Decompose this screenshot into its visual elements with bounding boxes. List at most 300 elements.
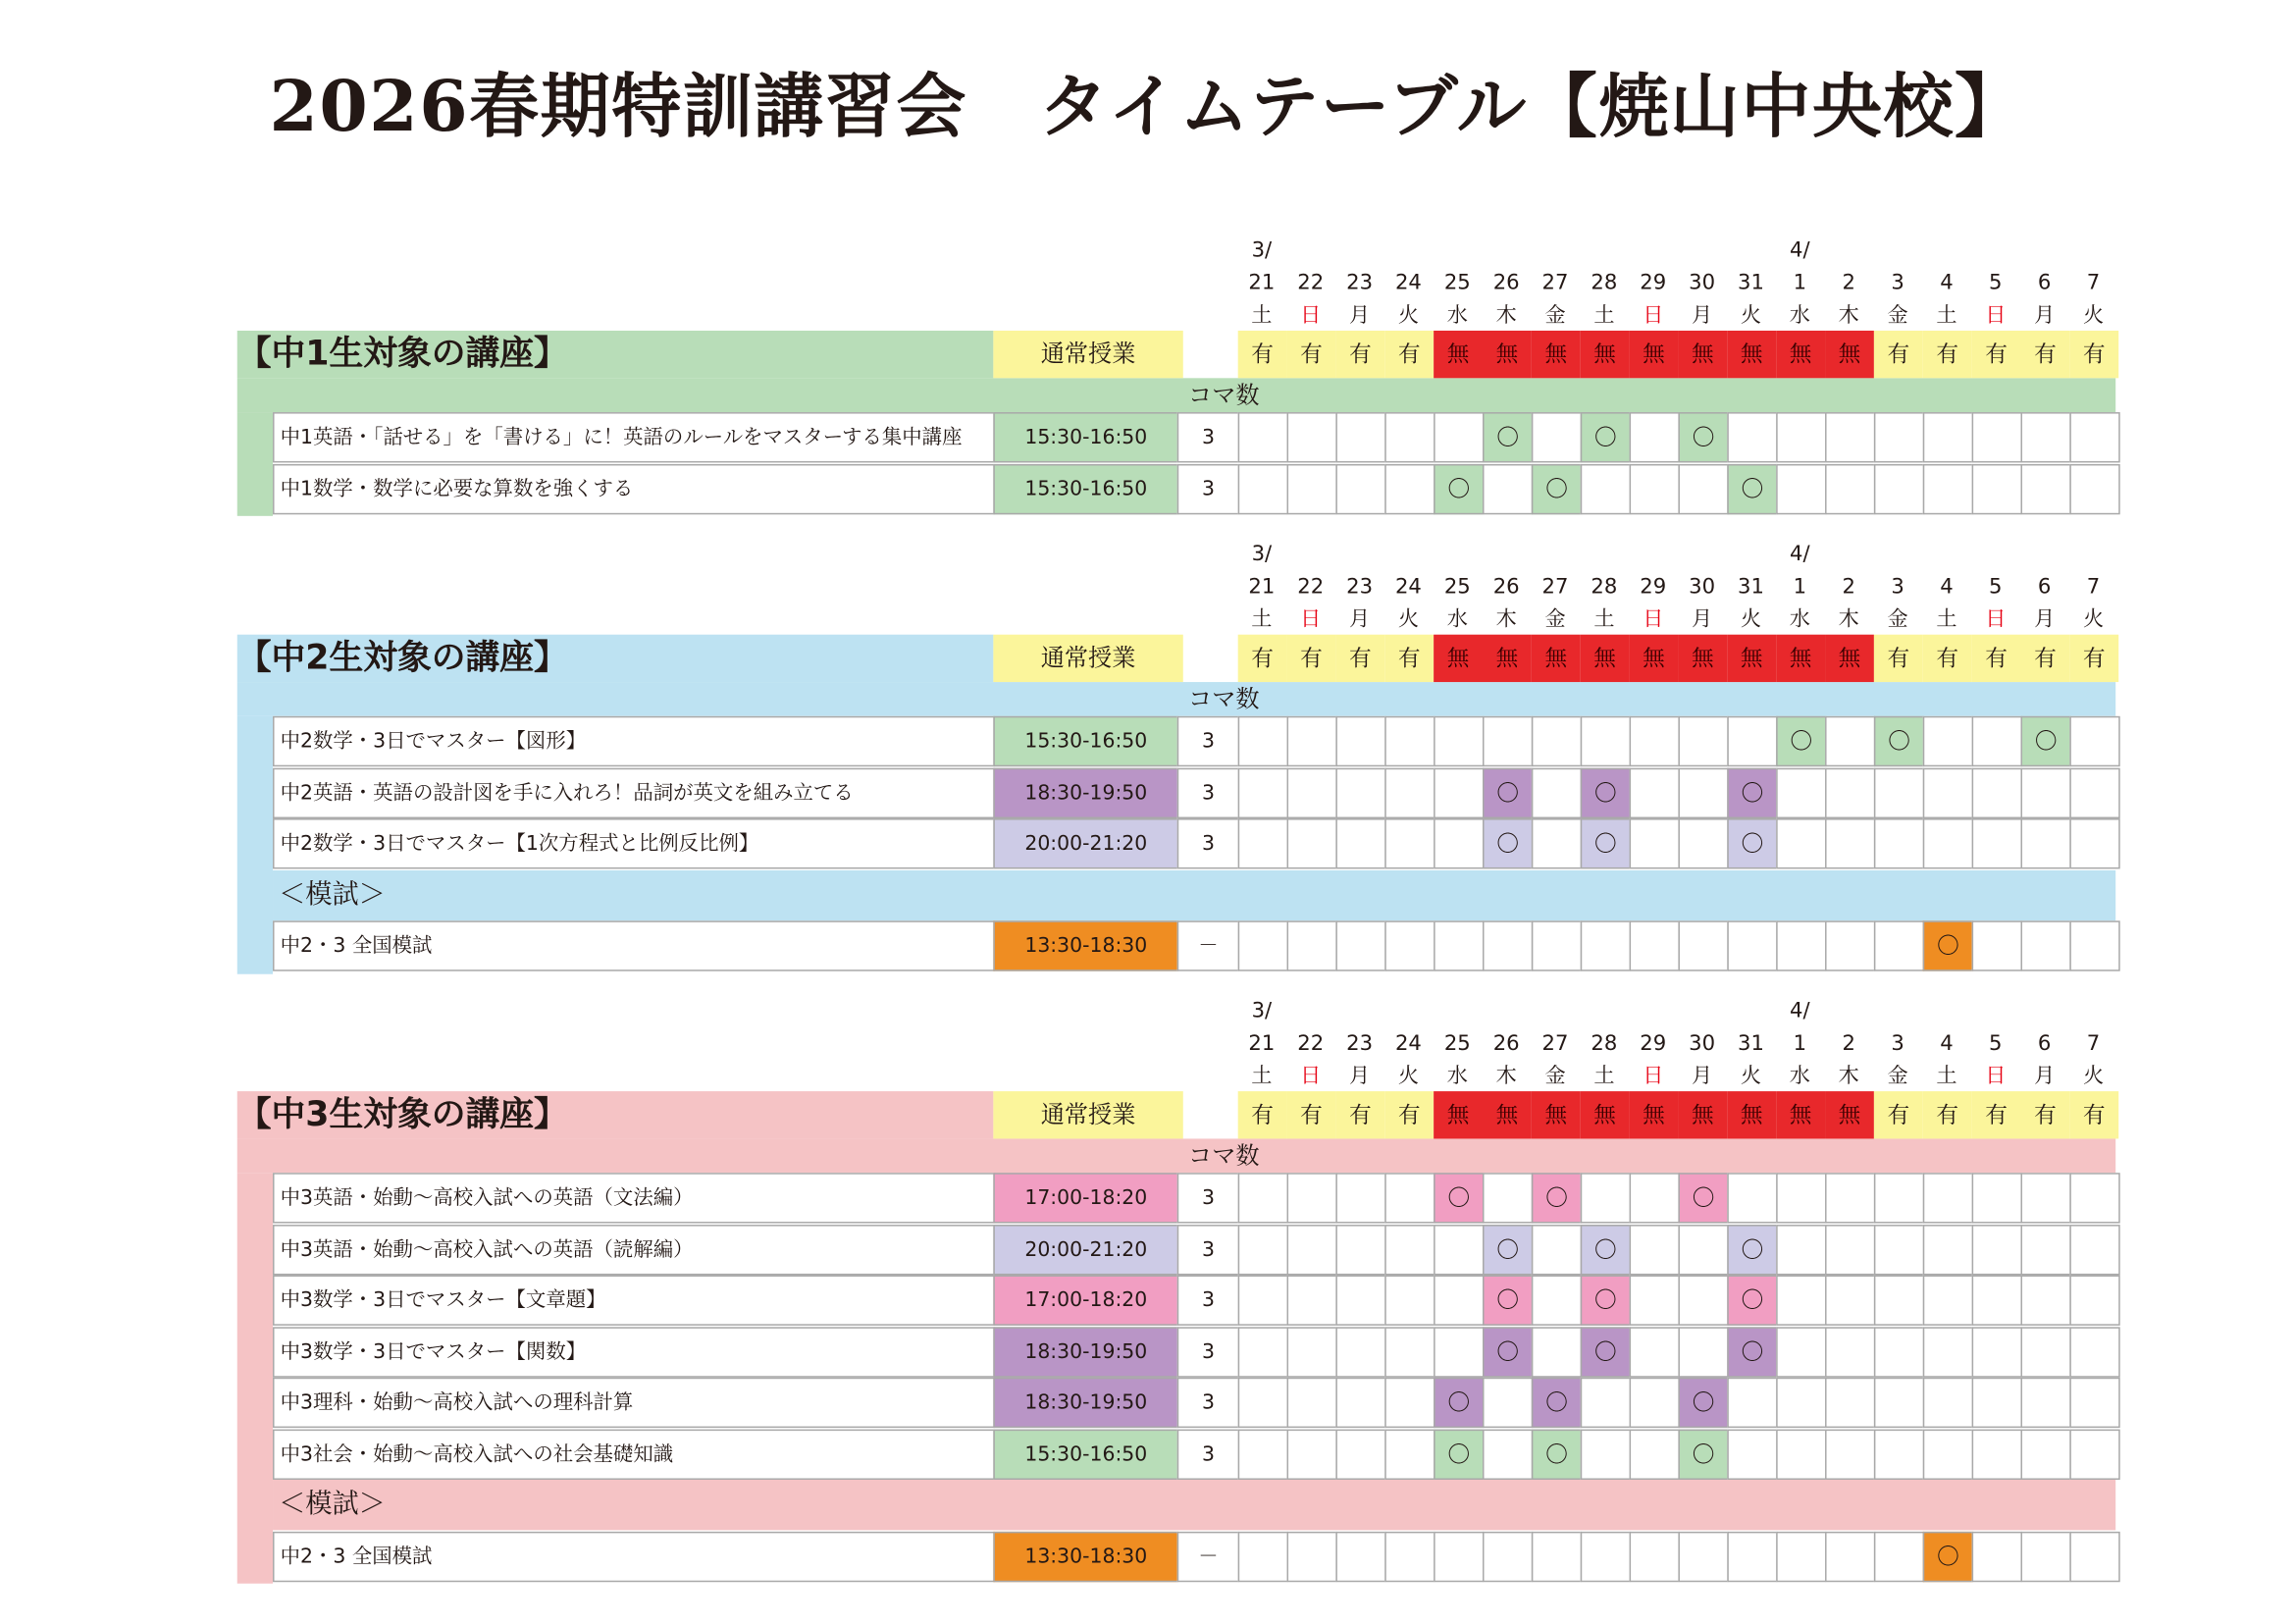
day-cell [1874, 1429, 1924, 1479]
course-row [273, 1378, 2115, 1428]
regular-class-cell: 無 [1581, 331, 1630, 378]
day-cell [1287, 1224, 1337, 1274]
day-cell [1335, 463, 1385, 513]
weekday-label: 日 [1985, 303, 2007, 328]
day-cell [1532, 920, 1582, 970]
date-number: 24 [1394, 271, 1422, 295]
session-mark: 〇 [1483, 412, 1533, 462]
day-cell [1384, 412, 1434, 462]
date-number: 25 [1443, 575, 1471, 600]
session-mark: 〇 [1776, 716, 1826, 766]
day-cell [1972, 716, 2022, 766]
day-cell [1434, 1327, 1484, 1377]
course-time: 15:30-16:50 [993, 463, 1178, 513]
day-cell [1287, 412, 1337, 462]
day-cell [1776, 920, 1826, 970]
course-name: 中1英語・「話せる」を「書ける」に！英語のルールをマスターする集中講座 [273, 412, 995, 462]
regular-class-label: 通常授業 [993, 331, 1182, 378]
weekday-label: 金 [1544, 607, 1566, 632]
course-count: 3 [1177, 1327, 1239, 1377]
day-cell [1483, 1378, 1533, 1428]
date-number: 24 [1394, 1031, 1422, 1056]
day-cell [1630, 463, 1680, 513]
day-cell [1581, 463, 1631, 513]
regular-class-cell: 無 [1678, 635, 1727, 682]
course-name: 中3社会・始動～高校入試への社会基礎知識 [273, 1429, 995, 1479]
date-number: 29 [1640, 575, 1667, 600]
date-number: 21 [1248, 575, 1276, 600]
day-cell [1630, 818, 1680, 868]
weekday-label: 金 [1887, 303, 1908, 328]
day-cell [1630, 716, 1680, 766]
day-cell [1825, 463, 1875, 513]
koma-band [237, 378, 2115, 412]
date-number: 23 [1346, 1031, 1374, 1056]
day-cell [1581, 1531, 1631, 1581]
regular-class-cell: 有 [2069, 331, 2118, 378]
date-number: 7 [2086, 271, 2101, 295]
page-title: 2026春期特訓講習会 タイムテーブル【焼山中央校】 [269, 66, 2026, 149]
course-name: 中3英語・始動～高校入試への英語（読解編） [273, 1224, 995, 1274]
course-count: 3 [1177, 716, 1239, 766]
day-cell [1678, 1531, 1728, 1581]
course-name: 中2・3 全国模試 [273, 1531, 995, 1581]
course-count: 3 [1177, 1378, 1239, 1428]
day-cell [2069, 920, 2119, 970]
course-count: 3 [1177, 1275, 1239, 1325]
day-cell [1238, 920, 1288, 970]
day-cell [1581, 920, 1631, 970]
day-cell [2069, 463, 2119, 513]
day-cell [1874, 1173, 1924, 1223]
session-mark: 〇 [1434, 1378, 1484, 1428]
day-cell [1335, 920, 1385, 970]
regular-class-cell: 無 [1678, 331, 1727, 378]
section-left-stripe [237, 412, 273, 516]
day-cell [1581, 1429, 1631, 1479]
day-cell [1483, 463, 1533, 513]
mock-exam-heading: ＜模試＞ [279, 1489, 386, 1520]
regular-class-cell: 無 [1727, 331, 1776, 378]
day-cell [1434, 1275, 1484, 1325]
day-cell [1434, 920, 1484, 970]
day-cell [1384, 1173, 1434, 1223]
koma-band [237, 1138, 2115, 1173]
session-mark: 〇 [1532, 463, 1582, 513]
regular-class-cell: 無 [1483, 635, 1532, 682]
session-mark: 〇 [1581, 767, 1631, 817]
session-mark: 〇 [1874, 716, 1924, 766]
course-name: 中3数学・3日でマスター【関数】 [273, 1327, 995, 1377]
day-cell [1287, 716, 1337, 766]
day-cell [1238, 1327, 1288, 1377]
regular-class-cell: 無 [1434, 1091, 1483, 1138]
day-cell [1923, 1378, 1973, 1428]
weekday-label: 土 [1251, 607, 1273, 632]
regular-class-cell: 有 [2069, 1091, 2118, 1138]
regular-class-cell: 有 [1972, 331, 2021, 378]
regular-class-cell: 無 [1776, 331, 1825, 378]
day-cell [1335, 1327, 1385, 1377]
day-cell [2069, 818, 2119, 868]
day-cell [2020, 920, 2070, 970]
weekday-label: 日 [1643, 1064, 1664, 1089]
day-cell [1874, 412, 1924, 462]
regular-class-cell: 有 [1874, 1091, 1923, 1138]
course-count: 3 [1177, 818, 1239, 868]
day-cell [2020, 1531, 2070, 1581]
course-row [273, 1224, 2115, 1274]
day-cell [2020, 1378, 2070, 1428]
course-time: 13:30-18:30 [993, 1531, 1178, 1581]
day-cell [1335, 1275, 1385, 1325]
day-cell [1825, 1531, 1875, 1581]
date-number: 5 [1989, 271, 2003, 295]
regular-class-cell: 有 [1238, 331, 1287, 378]
day-cell [1335, 1429, 1385, 1479]
day-cell [1874, 1275, 1924, 1325]
day-cell [1335, 1173, 1385, 1223]
course-count: 3 [1177, 412, 1239, 462]
session-mark: 〇 [1532, 1429, 1582, 1479]
date-number: 31 [1738, 1031, 1764, 1056]
regular-class-cell: 有 [1238, 635, 1287, 682]
day-cell [1434, 1224, 1484, 1274]
weekday-label: 月 [1349, 1064, 1371, 1089]
regular-class-cell: 有 [1874, 331, 1923, 378]
mock-exam-band [273, 1480, 2115, 1530]
course-row [273, 1429, 2115, 1479]
day-cell [1335, 818, 1385, 868]
day-cell [1972, 1531, 2022, 1581]
day-cell [2020, 767, 2070, 817]
day-cell [2069, 767, 2119, 817]
regular-class-cell: 有 [1335, 331, 1384, 378]
day-cell [1727, 1378, 1777, 1428]
date-number: 22 [1297, 271, 1325, 295]
day-cell [1532, 767, 1582, 817]
date-header [0, 230, 2295, 331]
weekday-label: 日 [1300, 1064, 1322, 1089]
regular-class-cell: 有 [1287, 1091, 1336, 1138]
session-mark: 〇 [1581, 1275, 1631, 1325]
day-cell [2020, 1173, 2070, 1223]
day-cell [2020, 412, 2070, 462]
day-cell [1532, 1531, 1582, 1581]
course-count: 3 [1177, 463, 1239, 513]
date-number: 31 [1738, 575, 1764, 600]
day-cell [1825, 1173, 1875, 1223]
course-count: － [1177, 1531, 1239, 1581]
section-title: 【中2生対象の講座】 [236, 639, 568, 678]
weekday-label: 日 [1300, 303, 1322, 328]
day-cell [1923, 716, 1973, 766]
course-name: 中2数学・3日でマスター【図形】 [273, 716, 995, 766]
day-cell [1776, 1173, 1826, 1223]
day-cell [1238, 818, 1288, 868]
day-cell [1287, 1173, 1337, 1223]
date-number: 1 [1793, 575, 1807, 600]
day-cell [1678, 1275, 1728, 1325]
day-cell [1483, 716, 1533, 766]
day-cell [1630, 1327, 1680, 1377]
session-mark: 〇 [1581, 1327, 1631, 1377]
day-cell [1678, 716, 1728, 766]
day-cell [1287, 1327, 1337, 1377]
weekday-label: 日 [1300, 607, 1322, 632]
day-cell [1923, 818, 1973, 868]
date-number: 1 [1793, 271, 1807, 295]
mock-exam-band [273, 869, 2115, 919]
day-cell [1776, 1378, 1826, 1428]
course-time: 15:30-16:50 [993, 716, 1178, 766]
day-cell [1972, 1327, 2022, 1377]
course-time: 18:30-19:50 [993, 1327, 1178, 1377]
day-cell [1483, 1173, 1533, 1223]
day-cell [1874, 1327, 1924, 1377]
regular-class-cell: 有 [1335, 635, 1384, 682]
day-cell [1972, 1173, 2022, 1223]
day-cell [2069, 716, 2119, 766]
regular-class-cell: 有 [1923, 1091, 1972, 1138]
day-cell [1630, 1275, 1680, 1325]
date-number: 30 [1689, 271, 1716, 295]
date-number: 6 [2037, 271, 2052, 295]
session-mark: 〇 [1483, 767, 1533, 817]
day-cell [2020, 1275, 2070, 1325]
regular-class-label: 通常授業 [993, 1091, 1182, 1138]
date-number: 26 [1492, 1031, 1520, 1056]
day-cell [1825, 1224, 1875, 1274]
month-label-march: 3/ [1251, 999, 1273, 1023]
day-cell [1776, 1429, 1826, 1479]
date-number: 7 [2086, 575, 2101, 600]
weekday-label: 木 [1495, 303, 1517, 328]
day-cell [2020, 1224, 2070, 1274]
weekday-label: 火 [1740, 1064, 1762, 1089]
weekday-label: 土 [1251, 303, 1273, 328]
weekday-label: 水 [1789, 607, 1810, 632]
day-cell [2020, 463, 2070, 513]
day-cell [1825, 767, 1875, 817]
date-header [0, 534, 2295, 635]
weekday-label: 月 [2034, 303, 2056, 328]
day-cell [1776, 1327, 1826, 1377]
date-number: 4 [1940, 1031, 1954, 1056]
weekday-label: 土 [1936, 1064, 1957, 1089]
day-cell [1825, 1275, 1875, 1325]
day-cell [1287, 1275, 1337, 1325]
day-cell [1581, 1378, 1631, 1428]
weekday-label: 火 [2082, 1064, 2105, 1089]
date-number: 7 [2086, 1031, 2101, 1056]
day-cell [1238, 412, 1288, 462]
course-row [273, 412, 2115, 462]
regular-class-cell: 有 [1923, 635, 1972, 682]
weekday-label: 月 [2034, 1064, 2056, 1089]
regular-class-cell: 有 [2020, 1091, 2069, 1138]
day-cell [1238, 1173, 1288, 1223]
day-cell [1923, 412, 1973, 462]
day-cell [1532, 1327, 1582, 1377]
weekday-label: 火 [1397, 303, 1420, 328]
date-number: 30 [1689, 575, 1716, 600]
session-mark: 〇 [1727, 1224, 1777, 1274]
weekday-label: 金 [1544, 1064, 1566, 1089]
day-cell [1923, 1429, 1973, 1479]
regular-class-cell: 無 [1825, 635, 1874, 682]
day-cell [1972, 463, 2022, 513]
day-cell [1434, 1531, 1484, 1581]
weekday-label: 火 [1740, 303, 1762, 328]
date-number: 31 [1738, 271, 1764, 295]
day-cell [2020, 1429, 2070, 1479]
session-mark: 〇 [1581, 1224, 1631, 1274]
day-cell [1335, 767, 1385, 817]
course-name: 中2・3 全国模試 [273, 920, 995, 970]
day-cell [1776, 818, 1826, 868]
day-cell [1287, 767, 1337, 817]
day-cell [1825, 1429, 1875, 1479]
day-cell [1483, 920, 1533, 970]
session-mark: 〇 [1434, 463, 1484, 513]
month-label-april: 4/ [1790, 999, 1810, 1023]
weekday-label: 水 [1446, 607, 1468, 632]
regular-class-cell: 有 [1287, 331, 1336, 378]
day-cell [1335, 1378, 1385, 1428]
day-cell [1923, 1173, 1973, 1223]
course-row [273, 463, 2115, 513]
day-cell [1874, 463, 1924, 513]
day-cell [1532, 818, 1582, 868]
day-cell [1238, 1378, 1288, 1428]
date-number: 22 [1297, 1031, 1325, 1056]
day-cell [1678, 1327, 1728, 1377]
weekday-label: 月 [1692, 303, 1713, 328]
day-cell [1678, 1224, 1728, 1274]
day-cell [2069, 412, 2119, 462]
date-number: 25 [1443, 271, 1471, 295]
course-row [273, 767, 2115, 817]
weekday-label: 土 [1593, 1064, 1615, 1089]
regular-class-cell: 有 [1923, 331, 1972, 378]
date-number: 22 [1297, 575, 1325, 600]
day-cell [1532, 716, 1582, 766]
session-mark: 〇 [1678, 1173, 1728, 1223]
day-cell [1434, 767, 1484, 817]
day-cell [1630, 767, 1680, 817]
regular-class-cell: 無 [1727, 1091, 1776, 1138]
weekday-label: 木 [1838, 1064, 1859, 1089]
day-cell [2069, 1173, 2119, 1223]
day-cell [1972, 1224, 2022, 1274]
day-cell [1923, 463, 1973, 513]
day-cell [1434, 818, 1484, 868]
day-cell [1923, 1327, 1973, 1377]
course-time: 15:30-16:50 [993, 412, 1178, 462]
session-mark: 〇 [1581, 818, 1631, 868]
day-cell [1384, 1429, 1434, 1479]
regular-class-cell: 有 [1238, 1091, 1287, 1138]
regular-class-cell: 無 [1434, 635, 1483, 682]
day-cell [1630, 1224, 1680, 1274]
day-cell [1483, 1429, 1533, 1479]
regular-class-cell: 無 [1630, 635, 1679, 682]
weekday-label: 金 [1887, 1064, 1908, 1089]
day-cell [1238, 716, 1288, 766]
date-number: 5 [1989, 1031, 2003, 1056]
day-cell [1384, 818, 1434, 868]
day-cell [1972, 1378, 2022, 1428]
weekday-label: 金 [1544, 303, 1566, 328]
day-cell [1238, 767, 1288, 817]
date-number: 5 [1989, 575, 2003, 600]
day-cell [1727, 716, 1777, 766]
date-number: 23 [1346, 271, 1374, 295]
day-cell [1630, 1531, 1680, 1581]
day-cell [1384, 716, 1434, 766]
day-cell [2069, 1224, 2119, 1274]
weekday-label: 土 [1251, 1064, 1273, 1089]
day-cell [1238, 1531, 1288, 1581]
weekday-label: 火 [1740, 607, 1762, 632]
regular-class-cell: 有 [1384, 331, 1434, 378]
weekday-label: 火 [1397, 1064, 1420, 1089]
course-time: 17:00-18:20 [993, 1173, 1178, 1223]
weekday-label: 水 [1789, 1064, 1810, 1089]
koma-count-label: コマ数 [1188, 381, 1260, 410]
weekday-label: 月 [1692, 1064, 1713, 1089]
regular-class-cell: 無 [1630, 331, 1679, 378]
course-row [273, 1531, 2115, 1581]
day-cell [2020, 818, 2070, 868]
day-cell [1874, 1378, 1924, 1428]
session-mark: 〇 [1923, 920, 1973, 970]
day-cell [1923, 767, 1973, 817]
day-cell [2069, 1378, 2119, 1428]
course-name: 中3数学・3日でマスター【文章題】 [273, 1275, 995, 1325]
date-number: 29 [1640, 1031, 1667, 1056]
course-row [273, 716, 2115, 766]
day-cell [1776, 1531, 1826, 1581]
session-mark: 〇 [1483, 1275, 1533, 1325]
day-cell [1630, 412, 1680, 462]
regular-class-cell: 無 [1825, 331, 1874, 378]
session-mark: 〇 [1581, 412, 1631, 462]
regular-class-cell: 有 [2069, 635, 2118, 682]
day-cell [1825, 412, 1875, 462]
date-number: 24 [1394, 575, 1422, 600]
weekday-label: 火 [2082, 607, 2105, 632]
date-number: 25 [1443, 1031, 1471, 1056]
date-number: 28 [1591, 1031, 1618, 1056]
day-cell [1483, 1531, 1533, 1581]
session-mark: 〇 [1483, 1224, 1533, 1274]
session-mark: 〇 [1434, 1429, 1484, 1479]
date-number: 6 [2037, 575, 2052, 600]
day-cell [1384, 1531, 1434, 1581]
regular-class-cell: 無 [1630, 1091, 1679, 1138]
day-cell [1287, 1378, 1337, 1428]
date-number: 28 [1591, 271, 1618, 295]
date-number: 30 [1689, 1031, 1716, 1056]
day-cell [1874, 920, 1924, 970]
regular-class-cell: 有 [1287, 635, 1336, 682]
weekday-label: 火 [1397, 607, 1420, 632]
session-mark: 〇 [1532, 1378, 1582, 1428]
section-left-stripe [237, 1173, 273, 1584]
day-cell [2069, 1327, 2119, 1377]
